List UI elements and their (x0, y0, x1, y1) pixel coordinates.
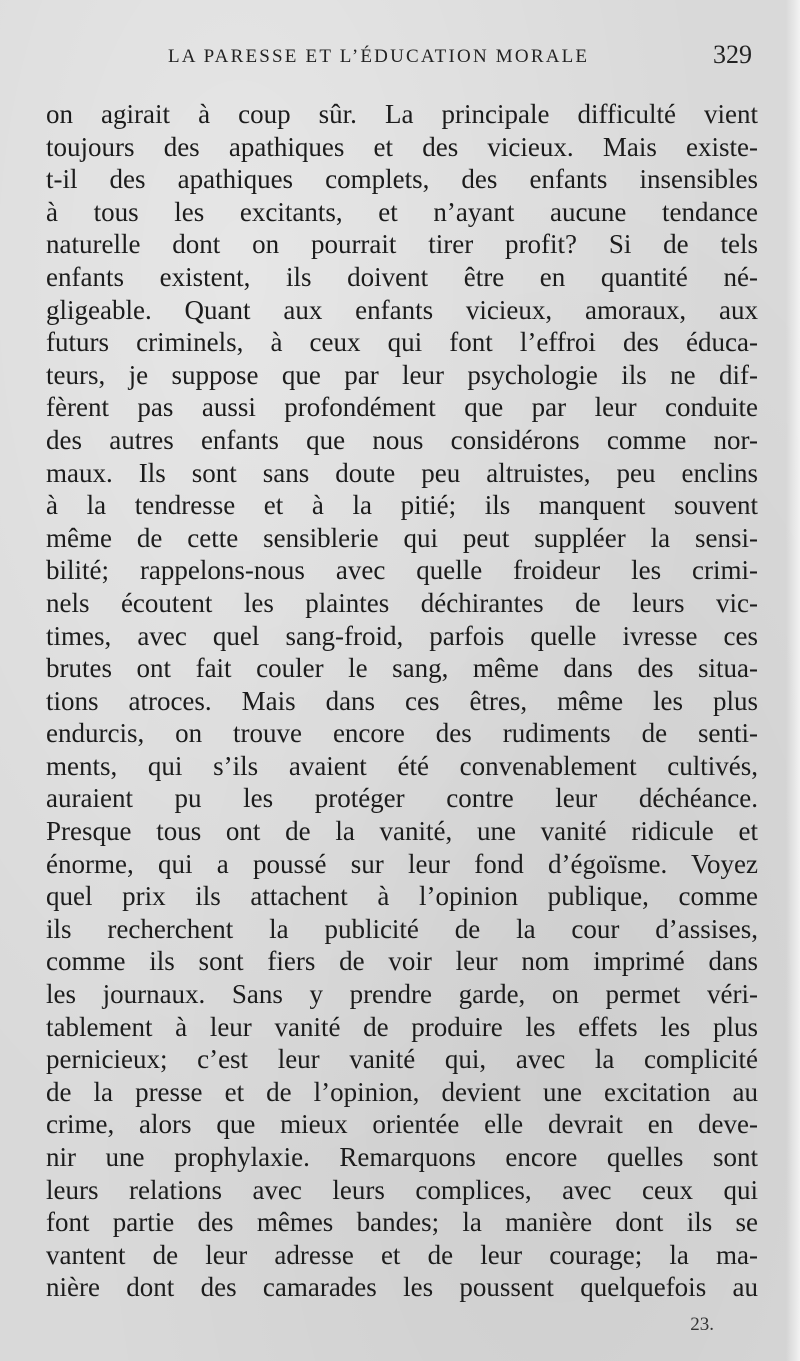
text-line: quel prix ils attachent à l’opinion publique, comme (46, 881, 758, 912)
text-line: vantent de leur adresse et de leur courage; la ma- (46, 1239, 758, 1270)
text-line: nels écoutent les plaintes déchirantes de leurs vic- (46, 587, 758, 618)
text-line: nière dont des camarades les poussent quelquefois au (46, 1272, 758, 1303)
text-line: pernicieux; c’est leur vanité qui, avec la complicité (46, 1044, 758, 1075)
text-line: times, avec quel sang-froid, parfois quelle ivresse ces (46, 620, 758, 651)
text-line: t-il des apathiques complets, des enfants insensibles (46, 164, 758, 195)
signature-mark: 23. (690, 1314, 714, 1335)
text-line: à tous les excitants, et n’ayant aucune tendance (46, 196, 758, 227)
text-line: endurcis, on trouve encore des rudiments de senti- (46, 718, 758, 749)
text-line: gligeable. Quant aux enfants vicieux, amoraux, aux (46, 294, 758, 325)
page-number: 329 (713, 40, 752, 69)
running-title: LA PARESSE ET L’ÉDUCATION MORALE (168, 46, 590, 67)
text-line: de la presse et de l’opinion, devient une excitation au (46, 1076, 758, 1107)
text-line: comme ils sont fiers de voir leur nom imprimé dans (46, 946, 758, 977)
running-head (0, 40, 800, 76)
text-line: font partie des mêmes bandes; la manière dont ils se (46, 1207, 758, 1238)
text-line: tions atroces. Mais dans ces êtres, même les plus (46, 685, 758, 716)
text-line: brutes ont fait couler le sang, même dans des situa- (46, 653, 758, 684)
text-line: futurs criminels, à ceux qui font l’effroi des éduca- (46, 327, 758, 358)
text-line: toujours des apathiques et des vicieux. Mais existe- (46, 131, 758, 162)
text-line: leurs relations avec leurs complices, avec ceux qui (46, 1174, 758, 1205)
text-line: énorme, qui a poussé sur leur fond d’égoïsme. Voyez (46, 848, 758, 879)
text-line: nir une prophylaxie. Remarquons encore quelles sont (46, 1142, 758, 1172)
text-line: ments, qui s’ils avaient été convenablement cultivés, (46, 750, 758, 781)
text-line: tablement à leur vanité de produire les effets les plus (46, 1011, 758, 1042)
text-line: maux. Ils sont sans doute peu altruistes, peu enclins (46, 457, 758, 488)
text-line: enfants existent, ils doivent être en quantité né- (46, 261, 758, 292)
body-text (46, 98, 758, 1304)
text-line: naturelle dont on pourrait tirer profit? Si de tels (46, 229, 758, 260)
text-line: bilité; rappelons-nous avec quelle froideur les crimi- (46, 555, 758, 586)
text-line: crime, alors que mieux orientée elle devrait en deve- (46, 1109, 758, 1140)
text-line: on agirait à coup sûr. La principale difficulté vient (46, 99, 758, 129)
text-line: Presque tous ont de la vanité, une vanité ridicule et (46, 816, 758, 847)
text-line: ils recherchent la publicité de la cour d’assises, (46, 913, 758, 944)
text-line: fèrent pas aussi profondément que par leur conduite (46, 392, 758, 423)
text-line: les journaux. Sans y prendre garde, on permet véri- (46, 979, 758, 1010)
text-line: à la tendresse et à la pitié; ils manquent souvent (46, 490, 758, 521)
text-line: auraient pu les protéger contre leur déchéance. (46, 783, 758, 814)
text-line: même de cette sensiblerie qui peut suppléer la sensi- (46, 522, 758, 553)
text-line: des autres enfants que nous considérons comme nor- (46, 424, 758, 455)
text-line: teurs, je suppose que par leur psychologie ils ne dif- (46, 359, 758, 390)
